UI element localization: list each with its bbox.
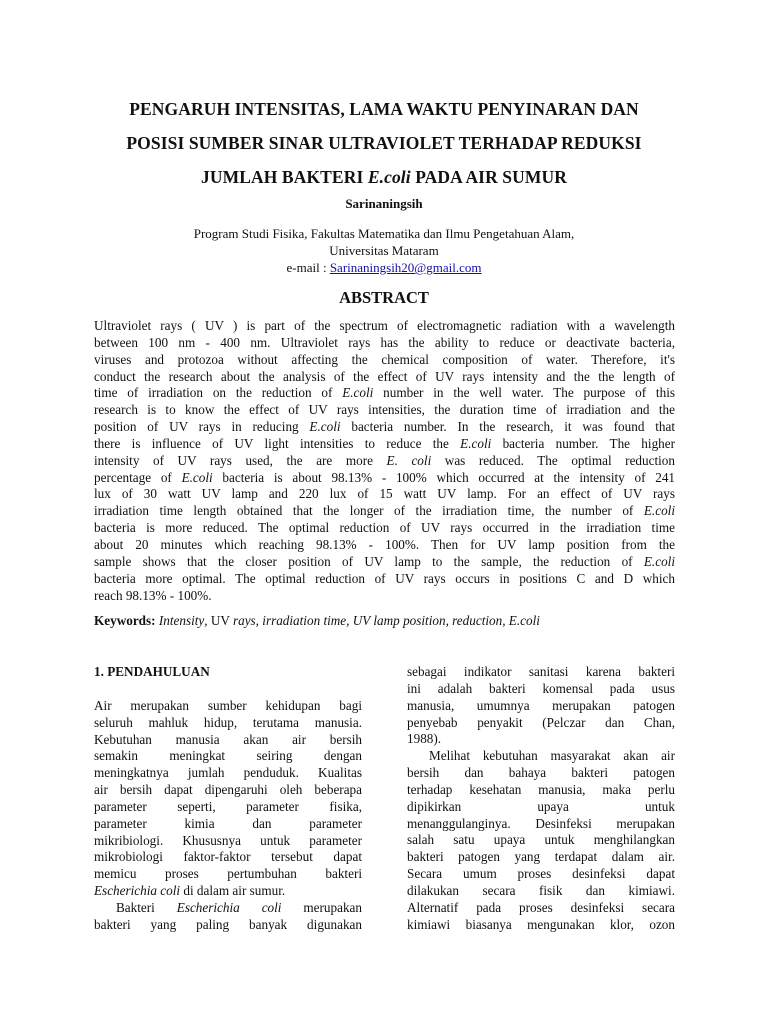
text-run: bakteri patogen yang terdapat dalam air.	[407, 849, 675, 865]
keywords-label: Keywords:	[94, 613, 156, 628]
text-run: research is to know the effect of UV rays intensities, the duration time of irradiation and the	[94, 402, 675, 418]
title-line-2: POSISI SUMBER SINAR ULTRAVIOLET TERHADAP REDUKSI	[126, 133, 642, 153]
left-column-line	[94, 833, 362, 850]
abstract-line	[94, 554, 675, 571]
right-column-line	[407, 664, 675, 681]
text-run: ini adalah bakteri komensal pada usus	[407, 680, 675, 696]
right-column-line	[407, 849, 675, 866]
text-run: mikrobiologi faktor-faktor tersebut dapat	[94, 849, 362, 865]
abstract-line	[94, 486, 675, 503]
left-column-line	[94, 917, 362, 934]
abstract-line	[94, 503, 675, 520]
italic-term: Escherichia coli	[94, 883, 181, 899]
abstract-line	[94, 385, 675, 402]
text-run: was reduced. The optimal reduction	[431, 452, 675, 468]
text-run: intensity of UV rays used, the are more	[94, 452, 387, 468]
email-label: e-mail :	[286, 260, 330, 275]
text-run: bersih dan bahaya bakteri patogen	[407, 765, 675, 781]
italic-term: E. coli	[386, 452, 432, 468]
text-run: seluruh mahluk hidup, terutama manusia.	[94, 714, 362, 730]
italic-term: E.coli	[643, 553, 675, 569]
title-line-1: PENGARUH INTENSITAS, LAMA WAKTU PENYINARAN DAN	[129, 99, 639, 119]
left-column-line	[94, 748, 362, 765]
text-run: bakteri yang paling banyak digunakan	[94, 916, 362, 932]
author-name: Sarinaningsih	[345, 196, 423, 211]
abstract-heading: ABSTRACT	[339, 288, 429, 307]
title-line-3-italic: E.coli	[367, 167, 411, 187]
text-run: manusia, umumnya merupakan patogen	[407, 697, 675, 713]
right-column-line	[407, 900, 675, 917]
text-run: lux of 30 watt UV lamp and 220 lux of 15 watt UV lamp. For an effect of UV rays	[94, 486, 675, 502]
right-column-line	[407, 748, 675, 765]
text-run: bacteria number. The higher	[491, 435, 675, 451]
text-run: bacteria is about 98.13% - 100% which occurred at the intensity of 241	[212, 469, 676, 485]
text-run: parameter seperti, parameter fisika,	[94, 798, 362, 814]
keywords-part-3: rays, irradiation time, UV lamp position, reduction, E.coli	[232, 613, 540, 628]
text-run: mikribiologi. Khususnya untuk parameter	[94, 832, 362, 848]
right-column-line	[407, 866, 675, 883]
text-run: penyebab penyakit (Pelczar dan Chan,	[407, 714, 675, 730]
italic-term: E.coli	[181, 469, 213, 485]
text-run: viruses and protozoa without affecting the chemical composition of water. Therefore, it's	[94, 351, 675, 367]
text-run: between 100 nm - 400 nm. Ultraviolet rays has the ability to reduce or deactivate bacteria,	[94, 334, 675, 350]
keywords-part-2: , UV	[204, 613, 233, 628]
text-run: Ultraviolet rays ( UV ) is part of the spectrum of electromagnetic radiation with a wavelength	[94, 318, 675, 333]
text-run: terhadap kesehatan manusia, maka perlu	[407, 781, 675, 797]
text-run: Kebutuhan manusia akan air bersih	[94, 731, 362, 747]
abstract-line	[94, 537, 675, 554]
title-line-3	[60, 160, 708, 194]
right-column-line	[407, 832, 675, 849]
right-column	[407, 664, 675, 934]
text-run: di dalam air sumur.	[180, 883, 286, 899]
right-column-line	[407, 917, 675, 934]
text-run: semakin meningkat seiring dengan	[94, 748, 362, 764]
text-run: memicu proses pertumbuhan bakteri	[94, 866, 362, 882]
text-run: about 20 minutes which reaching 98.13% - 100%. Then for UV lamp position from the	[94, 536, 675, 552]
email-link[interactable]: Sarinaningsih20@gmail.com	[329, 260, 482, 275]
text-run: salah satu upaya untuk menghilangkan	[407, 832, 675, 848]
left-column-line	[94, 816, 362, 833]
left-column-line	[94, 883, 362, 900]
text-run: percentage of	[94, 469, 182, 485]
abstract-line	[94, 436, 675, 453]
text-run: sebagai indikator sanitasi karena bakteri	[407, 664, 675, 679]
left-column-line	[94, 782, 362, 799]
text-run: bacteria is more reduced. The optimal reduction of UV rays occurred in the irradiation time	[94, 520, 675, 536]
abstract-line	[94, 352, 675, 369]
right-column-line	[407, 782, 675, 799]
text-run: dilakukan secara fisik dan kimiawi.	[407, 882, 675, 898]
text-run: merupakan	[281, 899, 362, 915]
section-heading: 1. PENDAHULUAN	[94, 664, 210, 679]
left-column-line	[94, 849, 362, 866]
title-line-3-a: JUMLAH BAKTERI	[201, 167, 368, 187]
text-run: kimiawi biasanya mengunakan klor, ozon	[407, 916, 675, 932]
affiliation	[0, 225, 768, 276]
left-column-line	[94, 900, 362, 917]
italic-term: E.coli	[643, 503, 675, 519]
text-run: meningkatnya jumlah penduduk. Kualitas	[94, 765, 362, 781]
right-column-line	[407, 715, 675, 732]
right-column-line	[407, 883, 675, 900]
keywords-part-1: Intensity	[155, 613, 205, 628]
right-column-line	[407, 765, 675, 782]
abstract-body	[94, 318, 675, 604]
text-run: bacteria number. In the research, it was found that	[340, 419, 675, 435]
italic-term: Escherichia coli	[176, 899, 282, 915]
text-run: parameter kimia dan parameter	[94, 815, 362, 831]
left-column-line	[94, 732, 362, 749]
right-column-line	[407, 731, 675, 748]
abstract-line	[94, 402, 675, 419]
text-run: bacteria more optimal. The optimal reduction of UV rays occurs in positions C and D which	[94, 570, 675, 586]
abstract-line	[94, 453, 675, 470]
right-column-line	[407, 816, 675, 833]
abstract-line	[94, 520, 675, 537]
abstract-line	[94, 588, 675, 605]
left-column-line	[94, 765, 362, 782]
affiliation-line-2: Universitas Mataram	[329, 243, 439, 258]
left-column-line	[94, 866, 362, 883]
text-run: menanggulanginya. Desinfeksi merupakan	[407, 815, 675, 831]
text-run: sample shows that the closer position of UV lamp to the sample, the reduction of	[94, 553, 644, 569]
right-column-line	[407, 698, 675, 715]
left-column-line	[94, 715, 362, 732]
abstract-line	[94, 470, 675, 487]
abstract-line	[94, 571, 675, 588]
left-column-line	[94, 799, 362, 816]
text-run: air bersih dapat dipengaruhi oleh beberapa	[94, 782, 362, 798]
text-run: dipikirkan upaya untuk	[407, 798, 675, 814]
left-column-line	[94, 698, 362, 715]
text-run: Alternatif pada proses desinfeksi secara	[407, 899, 675, 915]
title-line-3-c: PADA AIR SUMUR	[410, 167, 567, 187]
italic-term: E.coli	[460, 435, 492, 451]
text-run: Bakteri	[116, 899, 177, 915]
abstract-line	[94, 335, 675, 352]
text-run: 1988).	[407, 731, 442, 747]
text-run: Air merupakan sumber kehidupan bagi	[94, 697, 362, 713]
text-run: Secara umum proses desinfeksi dapat	[407, 866, 675, 882]
text-run: reach 98.13% - 100%.	[94, 587, 212, 603]
italic-term: E.coli	[342, 385, 374, 401]
email-line	[0, 259, 768, 276]
italic-term: E.coli	[309, 419, 341, 435]
right-column-line	[407, 681, 675, 698]
text-run: conduct the research about the analysis of the effect of UV rays intensity and the the length of	[94, 368, 675, 384]
paper-title	[60, 92, 708, 194]
keywords-line	[94, 613, 675, 629]
abstract-line	[94, 419, 675, 436]
text-run: Melihat kebutuhan masyarakat akan air	[429, 748, 675, 764]
text-run: time of irradiation on the reduction of	[94, 385, 343, 401]
right-column-line	[407, 799, 675, 816]
text-run: position of UV rays in reducing	[94, 419, 310, 435]
text-run: there is influence of UV light intensities to reduce the	[94, 435, 461, 451]
affiliation-line-1: Program Studi Fisika, Fakultas Matematika dan Ilmu Pengetahuan Alam,	[193, 226, 575, 241]
left-column	[94, 664, 362, 934]
text-run: irradiation time length obtained that the longer of the irradiation time, the number of	[94, 503, 644, 519]
abstract-line	[94, 318, 675, 335]
text-run: number in the well water. The purpose of this	[373, 385, 675, 401]
abstract-line	[94, 369, 675, 386]
